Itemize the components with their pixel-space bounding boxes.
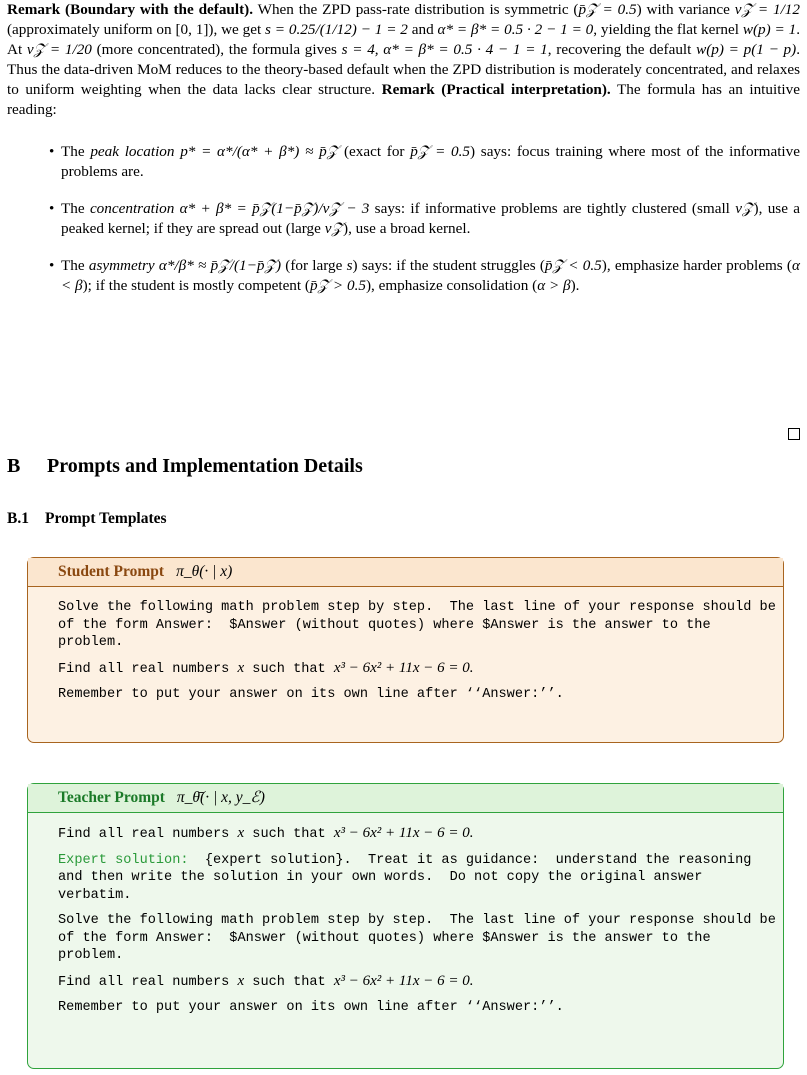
math-inline: x³ − 6x² + 11x − 6 = 0. (333, 825, 474, 841)
math-inline: v𝒵 (735, 200, 754, 217)
term-concentration: concentration (89, 200, 175, 217)
paper-page (7, 0, 801, 1015)
teacher-prompt-title: Teacher Prompt (58, 789, 165, 806)
math-inline: x (237, 659, 245, 676)
bullet-icon: • (49, 257, 55, 274)
text-run: ), emphasize consolidation ( (365, 277, 538, 294)
text-run: . At (7, 21, 800, 58)
math-inline: α* + β* = p̄𝒵(1−p̄𝒵)/v𝒵 − 3 (174, 200, 370, 217)
math-inline: α*/β* ≈ p̄𝒵/(1−p̄𝒵) (154, 257, 282, 274)
student-prompt-policy-math: π_θ(· | x) (176, 563, 233, 580)
math-inline: s = 4, α* = β* = 0.5 · 4 − 1 = 1 (341, 41, 548, 58)
teacher-prompt-title-bar (28, 784, 783, 813)
bullet-icon: • (49, 200, 55, 217)
student-instruction-text: Solve the following math problem step by step. The last line of your response should be of the form Answer: $Answer (without quotes) where $Answer is the answer to the problem. (58, 600, 785, 650)
subsection-heading (7, 510, 167, 528)
teacher-problem-line-2 (58, 973, 783, 992)
text-run: The formula has an intuitive reading: (7, 81, 800, 118)
math-inline: v𝒵 = 1/12 (734, 1, 800, 18)
student-prompt-title: Student Prompt (58, 563, 165, 580)
expert-solution-label: Expert solution: (58, 852, 189, 868)
text-run: ); if the student is mostly competent ( (82, 277, 310, 294)
math-inline: v𝒵 = 1/20 (26, 41, 92, 58)
section-number: B (7, 455, 21, 477)
text-run: such that (244, 974, 334, 990)
term-peak-location: peak location (90, 143, 175, 160)
math-inline: x (237, 972, 245, 989)
text-run: (approximately uniform on (7, 21, 176, 38)
student-prompt-box (27, 557, 784, 743)
text-run: and (407, 21, 438, 38)
text-run: , recovering the default (547, 41, 697, 58)
student-reminder-text: Remember to put your answer on its own line after ‘‘Answer:’’. (58, 687, 564, 702)
teacher-prompt-body (28, 813, 783, 1017)
section-heading (7, 455, 363, 478)
math-inline: w(p) = p(1 − p) (696, 41, 797, 58)
teacher-instruction-text: Solve the following math problem step by step. The last line of your response should be of the form Answer: $Answer (without quotes) where $Answer is the answer to the problem. (58, 913, 785, 963)
section-title: Prompts and Implementation Details (47, 455, 363, 477)
list-item (49, 256, 800, 296)
teacher-problem-line (58, 825, 783, 844)
math-inline: α > β (537, 277, 571, 294)
student-problem-line (58, 660, 783, 679)
teacher-prompt-box (27, 783, 784, 1069)
text-run: The (61, 257, 89, 274)
text-run: (exact for (338, 143, 411, 160)
text-run: (for large (281, 257, 347, 274)
teacher-prompt-policy-math: π_θ̄(· | x, y_ℰ) (176, 789, 265, 806)
math-inline: x (237, 825, 245, 841)
interpretation-list (7, 142, 800, 296)
text-run: ), use a peaked kernel; if they are spread out (large (61, 200, 801, 237)
math-inline: w(p) = 1 (742, 21, 797, 38)
text-run: says: if informative problems are tightly clustered (small (369, 200, 736, 217)
math-inline: v𝒵 (324, 220, 344, 237)
math-inline: p̄𝒵 > 0.5 (309, 277, 366, 294)
text-run: ), we get (208, 21, 266, 38)
text-run: ) says: focus training where most of the informative problems are. (61, 143, 800, 180)
term-asymmetry: asymmetry (88, 257, 155, 274)
math-inline: p* = α*/(α* + β*) ≈ p̄𝒵 (174, 143, 339, 160)
math-inline: p̄𝒵 = 0.5 (578, 1, 637, 18)
student-prompt-body (28, 587, 783, 704)
text-run: , yielding the flat kernel (593, 21, 743, 38)
text-run: The (61, 200, 90, 217)
subsection-number: B.1 (7, 510, 29, 527)
math-inline: α* = β* = 0.5 · 2 − 1 = 0 (437, 21, 594, 38)
text-run: . Thus the data-driven MoM reduces to the theory-based default when the ZPD distribution is moderately concentrated, and relaxes to uniform weighting when the data lacks clear structure. (7, 41, 800, 98)
text-run: The (61, 143, 91, 160)
subsection-title: Prompt Templates (45, 510, 167, 527)
text-run: ) says: if the student struggles ( (352, 257, 545, 274)
student-prompt-title-bar (28, 558, 783, 587)
list-item (49, 142, 800, 182)
text-run: ). (570, 277, 580, 294)
text-run: Find all real numbers (58, 661, 238, 677)
text-run: ), emphasize harder problems ( (601, 257, 792, 274)
remark-boundary-paragraph (7, 0, 800, 120)
text-run: When the ZPD pass-rate distribution is symmetric ( (257, 1, 579, 18)
text-run: Find all real numbers (58, 974, 238, 990)
math-inline: s = 0.25/(1/12) − 1 = 2 (265, 21, 408, 38)
text-run: such that (244, 661, 334, 677)
teacher-expert-solution-text (58, 852, 783, 905)
text-run: such that (244, 827, 334, 842)
math-inline: x³ − 6x² + 11x − 6 = 0. (333, 972, 474, 989)
text-run: ) with variance (636, 1, 735, 18)
text-run: Find all real numbers (58, 827, 238, 842)
text-run: {expert solution}. Treat it as guidance: understand the reasoning and then write the solution in your own words. Do not copy the original answer verbatim. (58, 852, 760, 903)
math-inline: s (346, 257, 353, 274)
remark-boundary-heading: Remark (Boundary with the default). (7, 1, 254, 18)
qed-square-icon (788, 428, 800, 440)
text-run: (more concentrated), the formula gives (91, 41, 342, 58)
math-inline: p̄𝒵 = 0.5 (410, 143, 471, 160)
bullet-icon: • (49, 143, 55, 160)
remark-practical-heading: Remark (Practical interpretation). (381, 81, 611, 98)
math-inline: α < β (61, 257, 800, 294)
math-inline: [0, 1] (175, 21, 209, 38)
math-inline: p̄𝒵 < 0.5 (544, 257, 602, 274)
text-run: ), use a broad kernel. (343, 220, 471, 237)
teacher-reminder-text: Remember to put your answer on its own line after ‘‘Answer:’’. (58, 1000, 564, 1015)
math-inline: x³ − 6x² + 11x − 6 = 0. (333, 659, 474, 676)
list-item (49, 199, 801, 239)
